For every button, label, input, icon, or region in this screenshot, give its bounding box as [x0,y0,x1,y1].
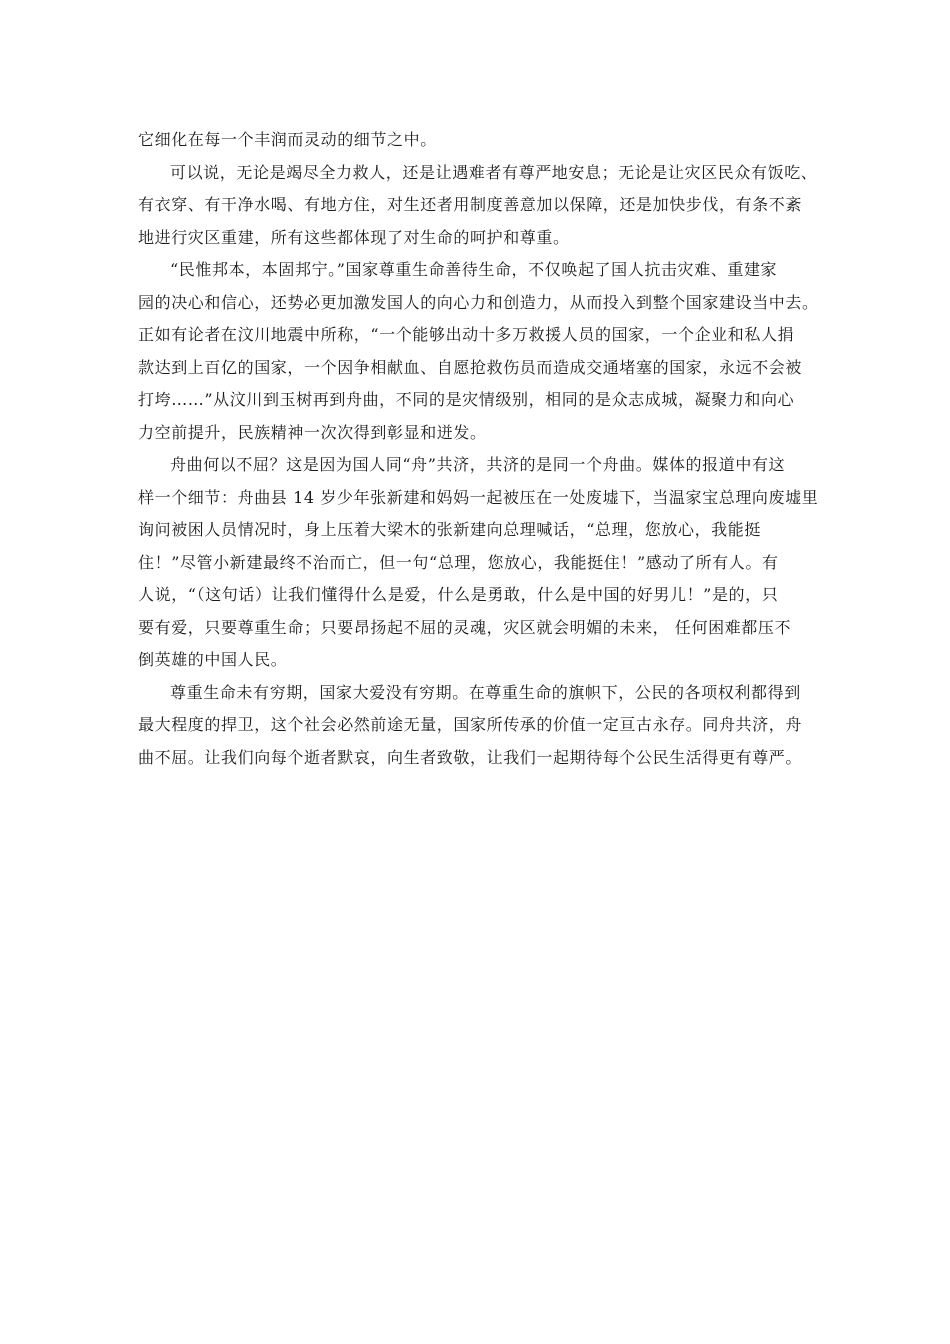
text-line: 有衣穿、有干净水喝、有地方住，对生还者用制度善意加以保障，还是加快步伐，有条不紊 [138,195,803,214]
text-line: 倒英雄的中国人民。 [138,650,288,669]
text-line: 询问被困人员情况时，身上压着大梁木的张新建向总理喊话，“总理，您放心，我能挺 [138,520,761,539]
text-line: 它细化在每一个丰润而灵动的细节之中。 [138,130,437,149]
text-line: 住！”尽管小新建最终不治而亡，但一句“总理，您放心，我能挺住！”感动了所有人。有 [138,552,779,572]
text-line: “民惟邦本，本固邦宁。”国家尊重生命善待生命，不仅唤起了国人抗击灾难、重建家 [170,260,778,279]
text-line: 曲不屈。让我们向每个逝者默哀，向生者致敬，让我们一起期待每个公民生活得更有尊严。 [138,747,803,767]
text-line: 地进行灾区重建，所有这些都体现了对生命的呵护和尊重。 [138,227,570,247]
text-line: 力空前提升，民族精神一次次得到彰显和迸发。 [138,422,487,442]
text-line: 人说，“（这句话）让我们懂得什么是爱，什么是勇敢，什么是中国的好男儿！”是的，只 [138,585,779,604]
text-line: 正如有论者在汶川地震中所称，“一个能够出动十多万救援人员的国家，一个企业和私人捐 [138,325,795,344]
text-line: 款达到上百亿的国家，一个因争相献血、自愿抢救伤员而造成交通堵塞的国家，永远不会被 [138,357,803,377]
text-line: 可以说，无论是竭尽全力救人，还是让遇难者有尊严地安息；无论是让灾区民众有饭吃、 [170,162,818,182]
text-line: 尊重生命未有穷期，国家大爱没有穷期。在尊重生命的旗帜下，公民的各项权利都得到 [170,682,801,702]
text-line: 样一个细节：舟曲县 14 岁少年张新建和妈妈一起被压在一处废墟下，当温家宝总理向废墟里 [138,487,819,507]
text-line: 最大程度的捍卫，这个社会必然前途无量，国家所传承的价值一定亘古永存。同舟共济，舟 [138,715,803,734]
text-line: 要有爱，只要尊重生命；只要昂扬起不屈的灵魂，灾区就会明媚的未来， 任何困难都压不 [138,617,792,637]
document-body [138,124,818,774]
text-line: 打垮……”从汶川到玉树再到舟曲，不同的是灾情级别，相同的是众志成城，凝聚力和向心 [138,390,795,409]
text-line: 舟曲何以不屈？这是因为国人同“舟”共济，共济的是同一个舟曲。媒体的报道中有这 [170,455,786,474]
text-line: 园的决心和信心，还势必更加激发国人的向心力和创造力，从而投入到整个国家建设当中去。 [138,292,819,312]
